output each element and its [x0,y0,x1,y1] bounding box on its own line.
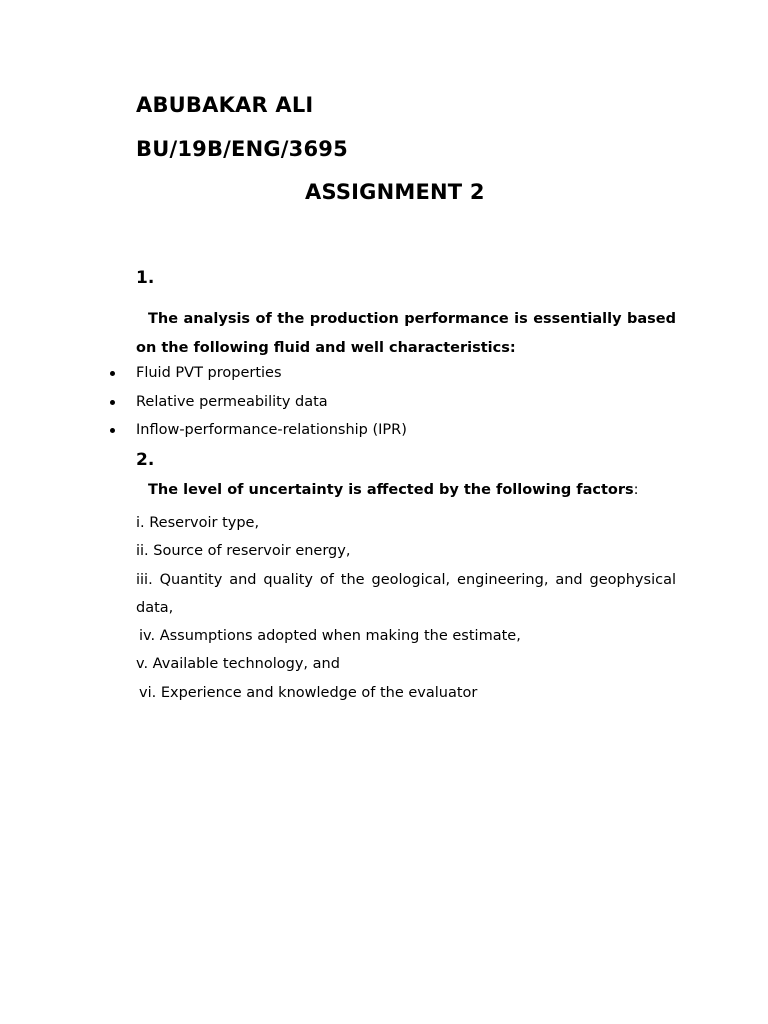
question-1-number: 1. [136,268,155,288]
list-item: vi. Experience and knowledge of the evaluator [139,684,478,701]
list-item: iii. Quantity and quality of the geological, engineering, and geophysical data, [136,571,676,616]
list-item: i. Reservoir type, [136,515,260,531]
list-item-text: Relative permeability data [136,393,328,410]
bullet-icon [110,400,115,405]
list-item-text: Fluid PVT properties [136,365,282,381]
bullet-icon [110,428,115,433]
factors-list [136,509,676,707]
question-1-intro-text: The analysis of the production performance is essentially based on the following fluid and well characteristics: [136,311,676,356]
list-item [110,418,407,447]
list-item [110,390,407,419]
list-item [110,361,407,390]
list-item-text: Inflow-performance-relationship (IPR) [136,422,407,438]
bullet-icon [110,371,115,376]
list-item: ii. Source of reservoir energy, [136,543,351,560]
characteristics-list [110,361,407,447]
assignment-title: ASSIGNMENT 2 [305,180,485,204]
question-2-intro-text: The level of uncertainty is affected by the following factors [148,482,634,498]
registration-number: BU/19B/ENG/3695 [136,137,348,161]
student-name: ABUBAKAR ALI [136,93,314,117]
question-2-intro-colon: : [633,482,639,498]
question-1-intro [136,305,676,363]
question-2-number: 2. [136,450,155,470]
list-item: v. Available technology, and [136,656,340,673]
question-2-intro [148,482,639,498]
list-item: iv. Assumptions adopted when making the estimate, [139,628,521,645]
